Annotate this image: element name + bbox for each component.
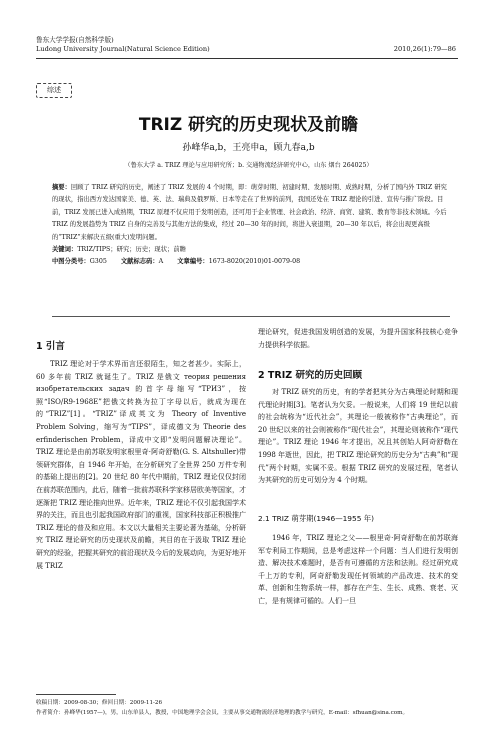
right-column-intro: [258, 326, 458, 351]
section-1-heading: 1 引言: [36, 341, 65, 352]
subsection-2-1-paragraph: 1946 年，TRIZ 理论之父——根里奇·阿奇舒勒在前苏联海军专利局工作期间，总是考虑这样一个问题：当人们进行发明创造、解决技术难题时，是否有可遵循的方法和法则。经过研究成千上万的专利，阿奇舒勒发现任何领域的产品改进、技术的变革、创新和生物系统一样，都存在产生、生长、成熟、衰老、灭亡，是有规律可循的。人们一旦: [258, 534, 458, 605]
section-1-paragraph: TRIZ 理论对于学术界而言还很陌生，知之者甚少。实际上，60 多年前 TRIZ 就诞生了。TRIZ 是俄文 теория решения изобретательских задач 的首字母缩写“ТРИЗ”，按照“ISO/R9-1968E”把俄文转换为拉丁字母以后，就成为现在的“TRIZ”[1]。“TRIZ”译成英文为 Theory of Inventive Problem Solving，缩写为“TIPS”，译成德文为 Theorie des erfinderischen Problem，译成中文即“发明问题解决理论”。TRIZ 理论是由前苏联发明家根里奇·阿奇舒勒(G. S. Altshuller)带领研究群体，自 1946 年开始，在分析研究了全世界 250 万件专利的基础上提出的[2]。20 世纪 80 年代中期前，TRIZ 理论仅仅封闭在前苏联范围内，此后，随着一批前苏联科学家移居欧美等国家，才逐渐把 TRIZ 理论推向世界。近年来，TRIZ 理论不仅引起我国学术界的关注，而且也引起我国政府部门的重视，国家科技部正积极推广 TRIZ 理论的普及和应用。本文以大量相关主要论著为基础，分析研究 TRIZ 理论研究的历史现状及前瞻，其目的在于汲取 TRIZ 理论研究的经验，把握其研究的前沿现状及今后的发展动向，为更好地开展 TRIZ: [36, 360, 246, 570]
section-2-heading: 2 TRIZ 研究的历史回顾: [258, 370, 362, 381]
section-2-paragraph: 对 TRIZ 研究的历史，有的学者把其分为古典理论时期和现代理论时期[3]。笔者认为欠妥。一般说来，人们将 19 世纪以前的社会统称为“近代社会”，其理论一般被称作“古典理论”，而 20 世纪以来的社会则被称作“现代社会”，其理论则被称作“现代理论”。TRIZ 理论 1946 年才提出，况且其创始人阿奇舒勒在 1998 年逝世，因此，把 TRIZ 理论研究的历史分为“古典”和“现代”两个时期，实属不妥。根据 TRIZ 研究的发展过程，笔者认为其研究的历史可划分为 4 个时期。: [258, 388, 458, 485]
abstract-label: 摘要：: [52, 184, 71, 191]
keywords-label: 关键词：: [52, 246, 78, 254]
footnote-rule: [36, 694, 116, 695]
issue-info: 2010,26(1):79—86: [393, 45, 456, 53]
article-title: TRIZ 研究的历史现状及前瞻: [138, 115, 359, 135]
header-rule: [36, 58, 458, 59]
article-no: 1673-8020(2010)01-0079-08: [208, 258, 301, 266]
section-1-body: [36, 358, 246, 572]
abstract-text: 回顾了 TRIZ 研究的历史，阐述了 TRIZ 发展的 4 个时期，即：萌芽时期、初建时期、发展时期、成熟时期，分析了国内外 TRIZ 研究的现状，指出西方发达国家美、德、英、法、瑞典及俄罗斯、日本等走在了世界的前列，我国还处在 TRIZ 理论的引进、宣传与推广阶段。目前，TRIZ 发展已进入成熟期，TRIZ 原理不仅应用于发明创造，还可用于企业管理、社会政治、经济、商贸、建筑、教育等非技术领域。今后 TRIZ 的发展趋势为 TRIZ 自身的完善及与其他方法的集成，经过 20—30 年的时间，将进入衰退期，20—30 年以后，将会出现更高级的“TRIZ”来解决五级(重大)发明问题。: [52, 184, 447, 241]
journal-name-en: Ludong University Journal(Natural Science Edition): [36, 45, 210, 53]
classification-line: [52, 256, 450, 268]
clc-label: 中图分类号：: [52, 258, 90, 266]
authors: 孙峰华a,b，王亮申a，顾九春a,b: [182, 143, 315, 153]
running-header: [36, 36, 456, 54]
doc-code-label: 文献标志码：: [120, 258, 159, 266]
doc-code: A: [158, 258, 164, 266]
keywords: TRIZ/TIPS；研究；历史；现状；前瞻: [77, 246, 186, 254]
clc: G305: [89, 258, 107, 266]
article-no-label: 文章编号：: [177, 258, 209, 266]
subsection-2-1-heading: 2.1 TRIZ 萌芽期(1946—1955 年): [258, 514, 375, 523]
abstract-rule: [52, 316, 450, 317]
author-bio: 作者简介：孙峰华(1957—)，男，山东单县人，教授，中国地理学会会员，主要从事交通物流经济地理的教学与研究，E-mail：sfhuan@sina.com。: [36, 709, 409, 716]
keywords-line: [52, 244, 450, 256]
section-2-body: [258, 386, 458, 487]
affiliation: （鲁东大学 a. TRIZ 理论与应用研究所；b. 交通物流经济研究中心，山东 烟台 264025）: [124, 162, 373, 169]
abstract-block: [52, 182, 450, 269]
journal-name-cn: 鲁东大学学报(自然科学版): [36, 36, 114, 44]
footnote: [36, 699, 456, 718]
abstract-paragraph: [52, 182, 450, 244]
review-label: 综述: [36, 83, 72, 98]
received-dates: 收稿日期：2009-08-30；修回日期：2009-11-26: [36, 700, 163, 706]
subsection-2-1-body: [258, 532, 458, 608]
intro-continuation: 理论研究，促进我国发明创造的发展，为提升国家科技核心竞争力提供科学依据。: [258, 328, 458, 349]
